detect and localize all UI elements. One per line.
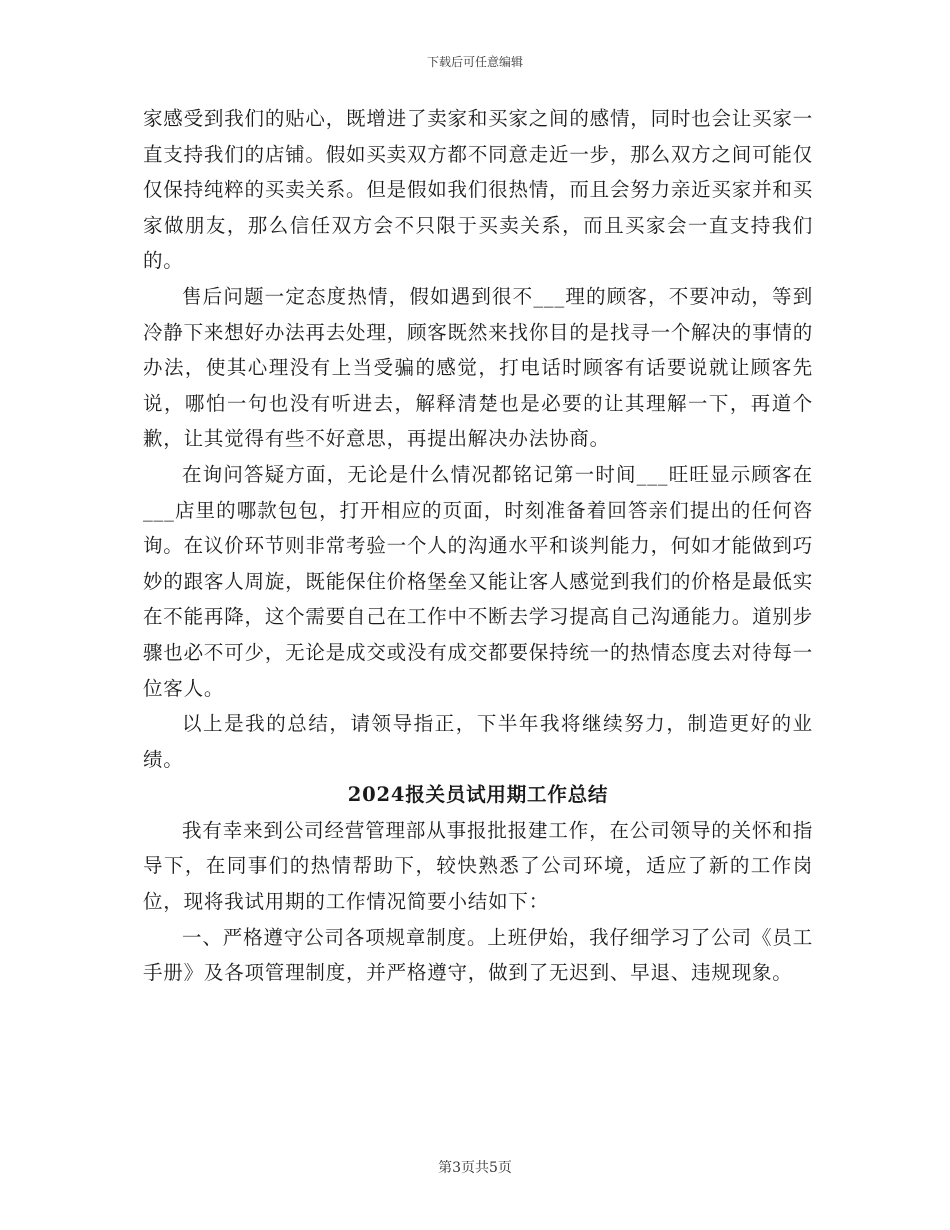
paragraph-after-sales: 售后问题一定态度热情，假如遇到很不___理的顾客，不要冲动，等到冷静下来想好办法再去处理，顾客既然来找你目的是找寻一个解决的事情的办法，使其心理没有上当受骗的感觉，打电话时顾客有话要说就让顾客先说，哪怕一句也没有听进去，解释清楚也是必要的让其理解一下，再道个歉，让其觉得有些不好意思，再提出解决办法协商。 bbox=[143, 284, 813, 451]
page-header-note: 下载后可任意编辑 bbox=[426, 55, 523, 69]
page-number: 第3页共5页 bbox=[438, 1160, 512, 1176]
paragraph-intro: 我有幸来到公司经营管理部从事报批报建工作，在公司领导的关怀和指导下，在同事们的热情帮助下，较快熟悉了公司环境，适应了新的工作岗位，现将我试用期的工作情况简要小结如下： bbox=[143, 818, 813, 914]
paragraph-continuation: 家感受到我们的贴心，既增进了卖家和买家之间的感情，同时也会让买家一直支持我们的店铺。假如买卖双方都不同意走近一步，那么双方之间可能仅仅保持纯粹的买卖关系。但是假如我们很热情，而且会努力亲近买家并和买家做朋友，那么信任双方会不只限于买卖关系，而且买家会一直支持我们的。 bbox=[143, 107, 813, 273]
paragraph-rules: 一、严格遵守公司各项规章制度。上班伊始，我仔细学习了公司《员工手册》及各项管理制度，并严格遵守，做到了无迟到、早退、违规现象。 bbox=[143, 925, 813, 985]
paragraph-inquiry: 在询问答疑方面，无论是什么情况都铭记第一时间___旺旺显示顾客在___店里的哪款包包，打开相应的页面，时刻准备着回答亲们提出的任何咨询。在议价环节则非常考验一个人的沟通水平和谈判能力，何如才能做到巧妙的跟客人周旋，既能保住价格堡垒又能让客人感觉到我们的价格是最低实在不能再降，这个需要自己在工作中不断去学习提高自己沟通能力。道别步骤也必不可少，无论是成交或没有成交都要保持统一的热情态度去对待每一位客人。 bbox=[143, 462, 813, 700]
paragraph-conclusion: 以上是我的总结，请领导指正，下半年我将继续努力，制造更好的业绩。 bbox=[143, 712, 813, 771]
document-body bbox=[143, 101, 813, 991]
section-title: 2024报关员试用期工作总结 bbox=[347, 783, 609, 807]
